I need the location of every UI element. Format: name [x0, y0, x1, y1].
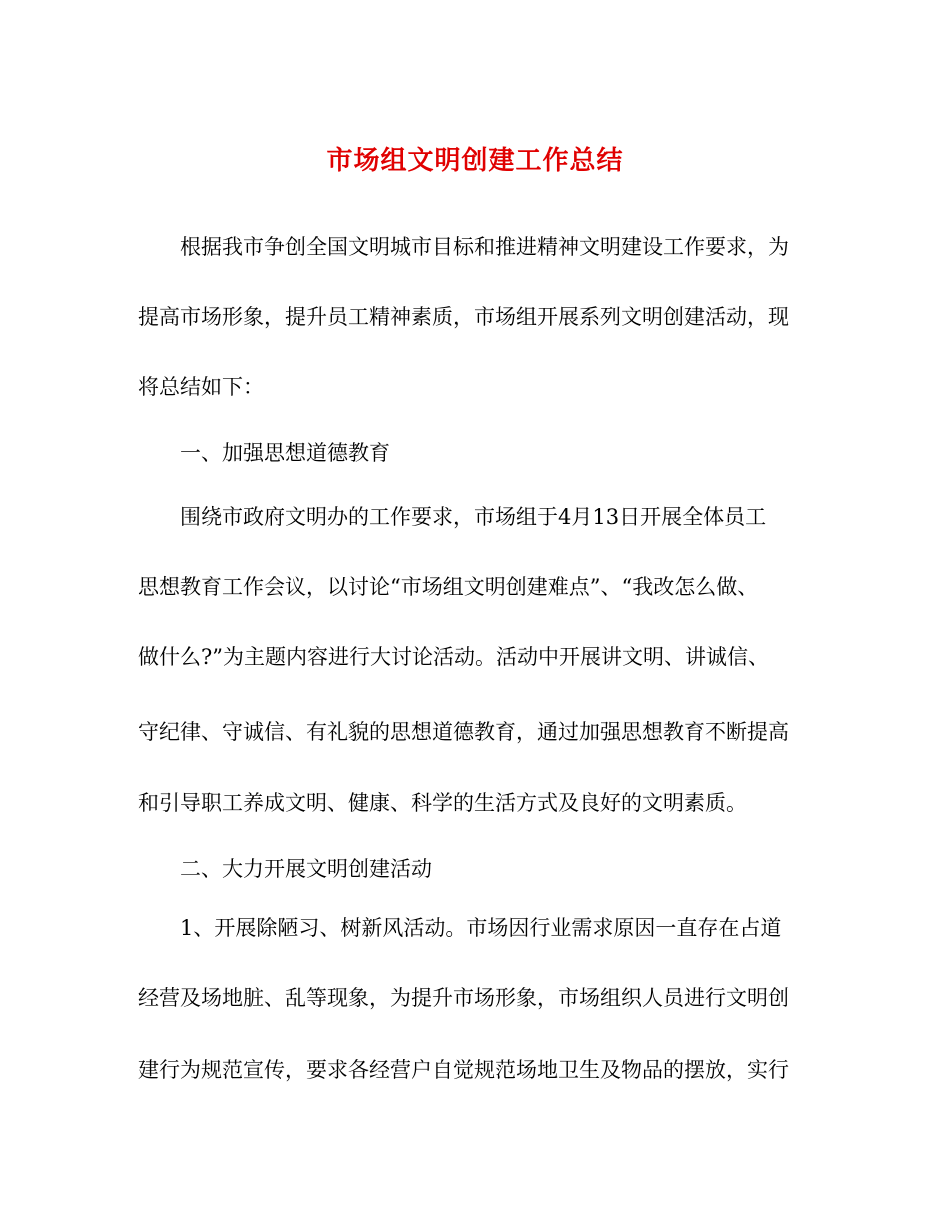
paragraph-line: 根据我市争创全国文明城市目标和推进精神文明建设工作要求，为	[180, 235, 789, 259]
paragraph-line: 建行为规范宣传，要求各经营户自觉规范场地卫生及物品的摆放，实行	[138, 1058, 789, 1082]
paragraph-line: 围绕市政府文明办的工作要求，市场组于4月13日开展全体员工	[180, 505, 767, 529]
paragraph-line: 提高市场形象，提升员工精神素质，市场组开展系列文明创建活动，现	[138, 305, 789, 329]
paragraph-line: 和引导职工养成文明、健康、科学的生活方式及良好的文明素质。	[138, 791, 747, 815]
paragraph-line: 做什么?”为主题内容进行大讨论活动。活动中开展讲文明、讲诚信、	[138, 645, 769, 669]
paragraph-line: 思想教育工作会议，以讨论“市场组文明创建难点”、“我改怎么做、	[138, 575, 759, 599]
section-heading: 一、加强思想道德教育	[180, 441, 390, 465]
paragraph-line: 经营及场地脏、乱等现象，为提升市场形象，市场组织人员进行文明创	[138, 986, 789, 1010]
section-heading: 二、大力开展文明创建活动	[180, 857, 432, 881]
paragraph-line: 将总结如下：	[138, 375, 264, 399]
paragraph-line: 守纪律、守诚信、有礼貌的思想道德教育，通过加强思想教育不断提高	[138, 720, 789, 744]
paragraph-line: 1、开展除陋习、树新风活动。市场因行业需求原因一直存在占道	[180, 916, 782, 940]
document-title: 市场组文明创建工作总结	[326, 146, 624, 176]
